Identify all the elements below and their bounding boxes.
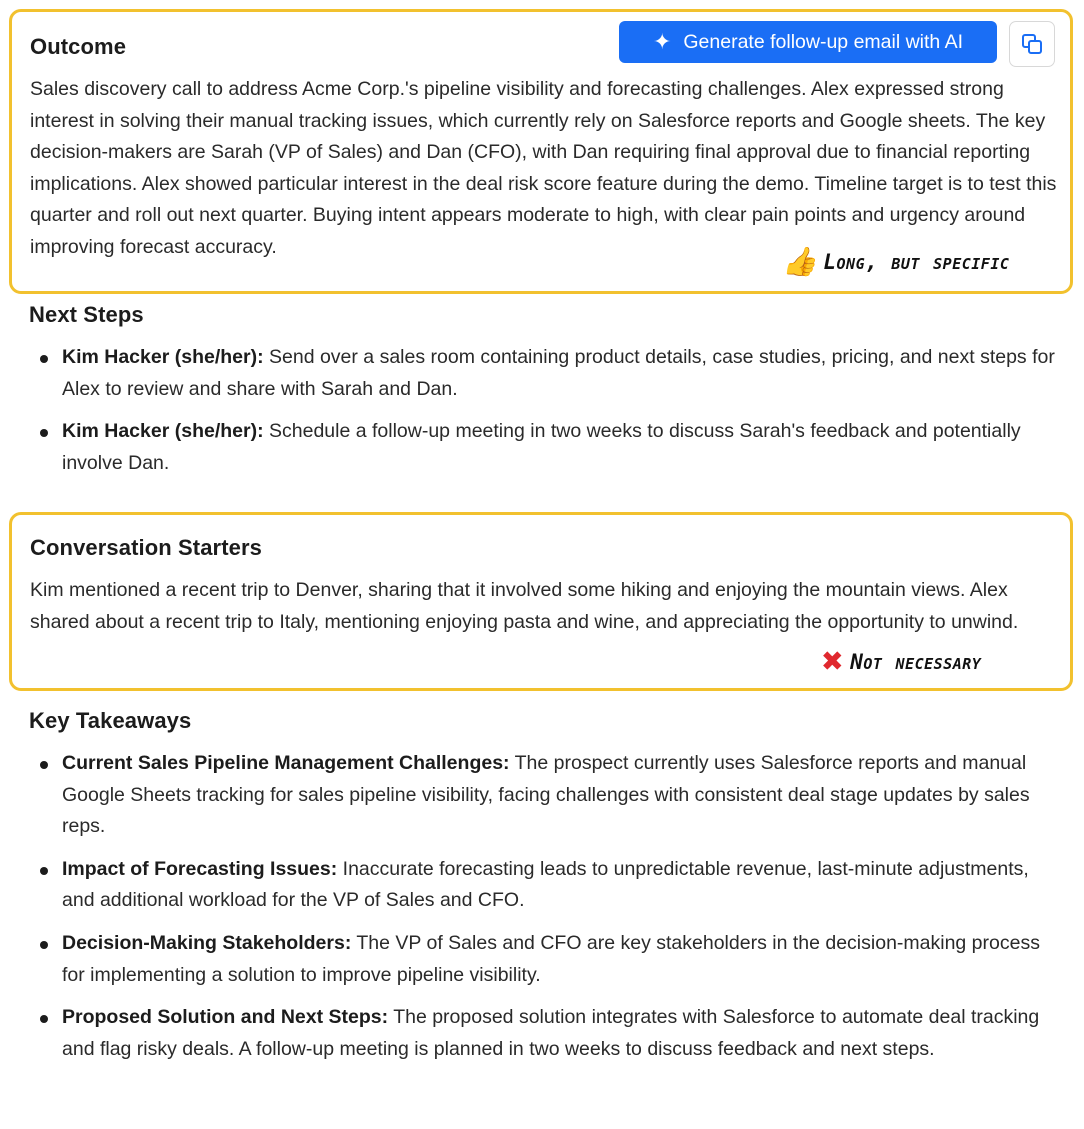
next-step-owner: Kim Hacker (she/her):	[62, 420, 264, 443]
conversation-starters-section	[9, 512, 1073, 691]
annotation-positive-label: Long, but specific	[823, 250, 1010, 274]
outcome-title: Outcome	[30, 34, 127, 59]
outcome-text: Sales discovery call to address Acme Corp.'s pipeline visibility and forecasting challenges. Alex expressed strong interest in solving their manual tracking issues, which currently rely on Salesforce reports and Google sheets. The key decision-makers are Sarah (VP of Sales) and Dan (CFO), with Dan requiring final approval due to financial reporting implications. Alex showed particular interest in the deal risk score feature during the demo. Timeline target is to test this quarter and roll out next quarter. Buying intent appears moderate to high, with clear pain points and urgency around improving forecast accuracy.	[30, 78, 1057, 258]
generate-follow-up-email-button[interactable]	[619, 21, 997, 63]
list-item	[38, 416, 1058, 479]
generate-button-label: Generate follow-up email with AI	[683, 30, 964, 53]
list-item	[38, 342, 1058, 405]
key-takeaways-title: Key Takeaways	[29, 708, 192, 733]
list-item	[38, 1002, 1048, 1065]
takeaway-heading: Decision-Making Stakeholders:	[62, 931, 352, 954]
list-item	[38, 928, 1048, 991]
takeaway-text: Inaccurate forecasting leads to unpredictable revenue, last-minute adjustments, and additional workload for the VP of Sales and CFO.	[62, 857, 1029, 912]
annotation-negative-label: Not necessary	[850, 650, 982, 674]
takeaway-heading: Impact of Forecasting Issues:	[62, 857, 338, 880]
next-step-owner: Kim Hacker (she/her):	[62, 346, 264, 368]
copy-button[interactable]	[1009, 21, 1055, 67]
conversation-starters-text: Kim mentioned a recent trip to Denver, sharing that it involved some hiking and enjoying the mountain views. Alex shared about a recent trip to Italy, mentioning enjoying pasta and wine, and appreciating the opportunity to unwind.	[30, 579, 1019, 633]
sparkle-icon: ✦	[652, 29, 672, 54]
key-takeaways-list	[38, 748, 1048, 1076]
takeaway-heading: Proposed Solution and Next Steps:	[62, 1006, 389, 1029]
outcome-section	[9, 9, 1073, 294]
list-item	[38, 748, 1048, 843]
next-step-text: Send over a sales room containing product details, case studies, pricing, and next steps for Alex to review and share with Sarah and Dan.	[62, 346, 1055, 400]
copy-icon	[1021, 33, 1043, 55]
annotation-negative	[822, 641, 982, 682]
list-item	[38, 854, 1048, 917]
takeaway-heading: Current Sales Pipeline Management Challenges:	[62, 752, 510, 774]
thumbs-up-icon: 👍	[782, 245, 818, 278]
conversation-starters-title: Conversation Starters	[30, 535, 262, 560]
cross-icon: ✖	[822, 641, 845, 682]
takeaway-text: The prospect currently uses Salesforce reports and manual Google Sheets tracking for sales pipeline visibility, facing challenges with consistent deal stage updates by sales reps.	[62, 752, 1030, 838]
takeaway-text: The VP of Sales and CFO are key stakeholders in the decision-making process for implementing a solution to improve pipeline visibility.	[62, 931, 1040, 986]
next-steps-title: Next Steps	[29, 302, 144, 327]
takeaway-text: The proposed solution integrates with Salesforce to automate deal tracking and flag risky deals. A follow-up meeting is planned in two weeks to discuss feedback and next steps.	[62, 1006, 1040, 1060]
annotation-positive	[782, 245, 1010, 278]
next-steps-list	[38, 342, 1058, 490]
next-step-text: Schedule a follow-up meeting in two weeks to discuss Sarah's feedback and potentially involve Dan.	[62, 420, 1021, 474]
